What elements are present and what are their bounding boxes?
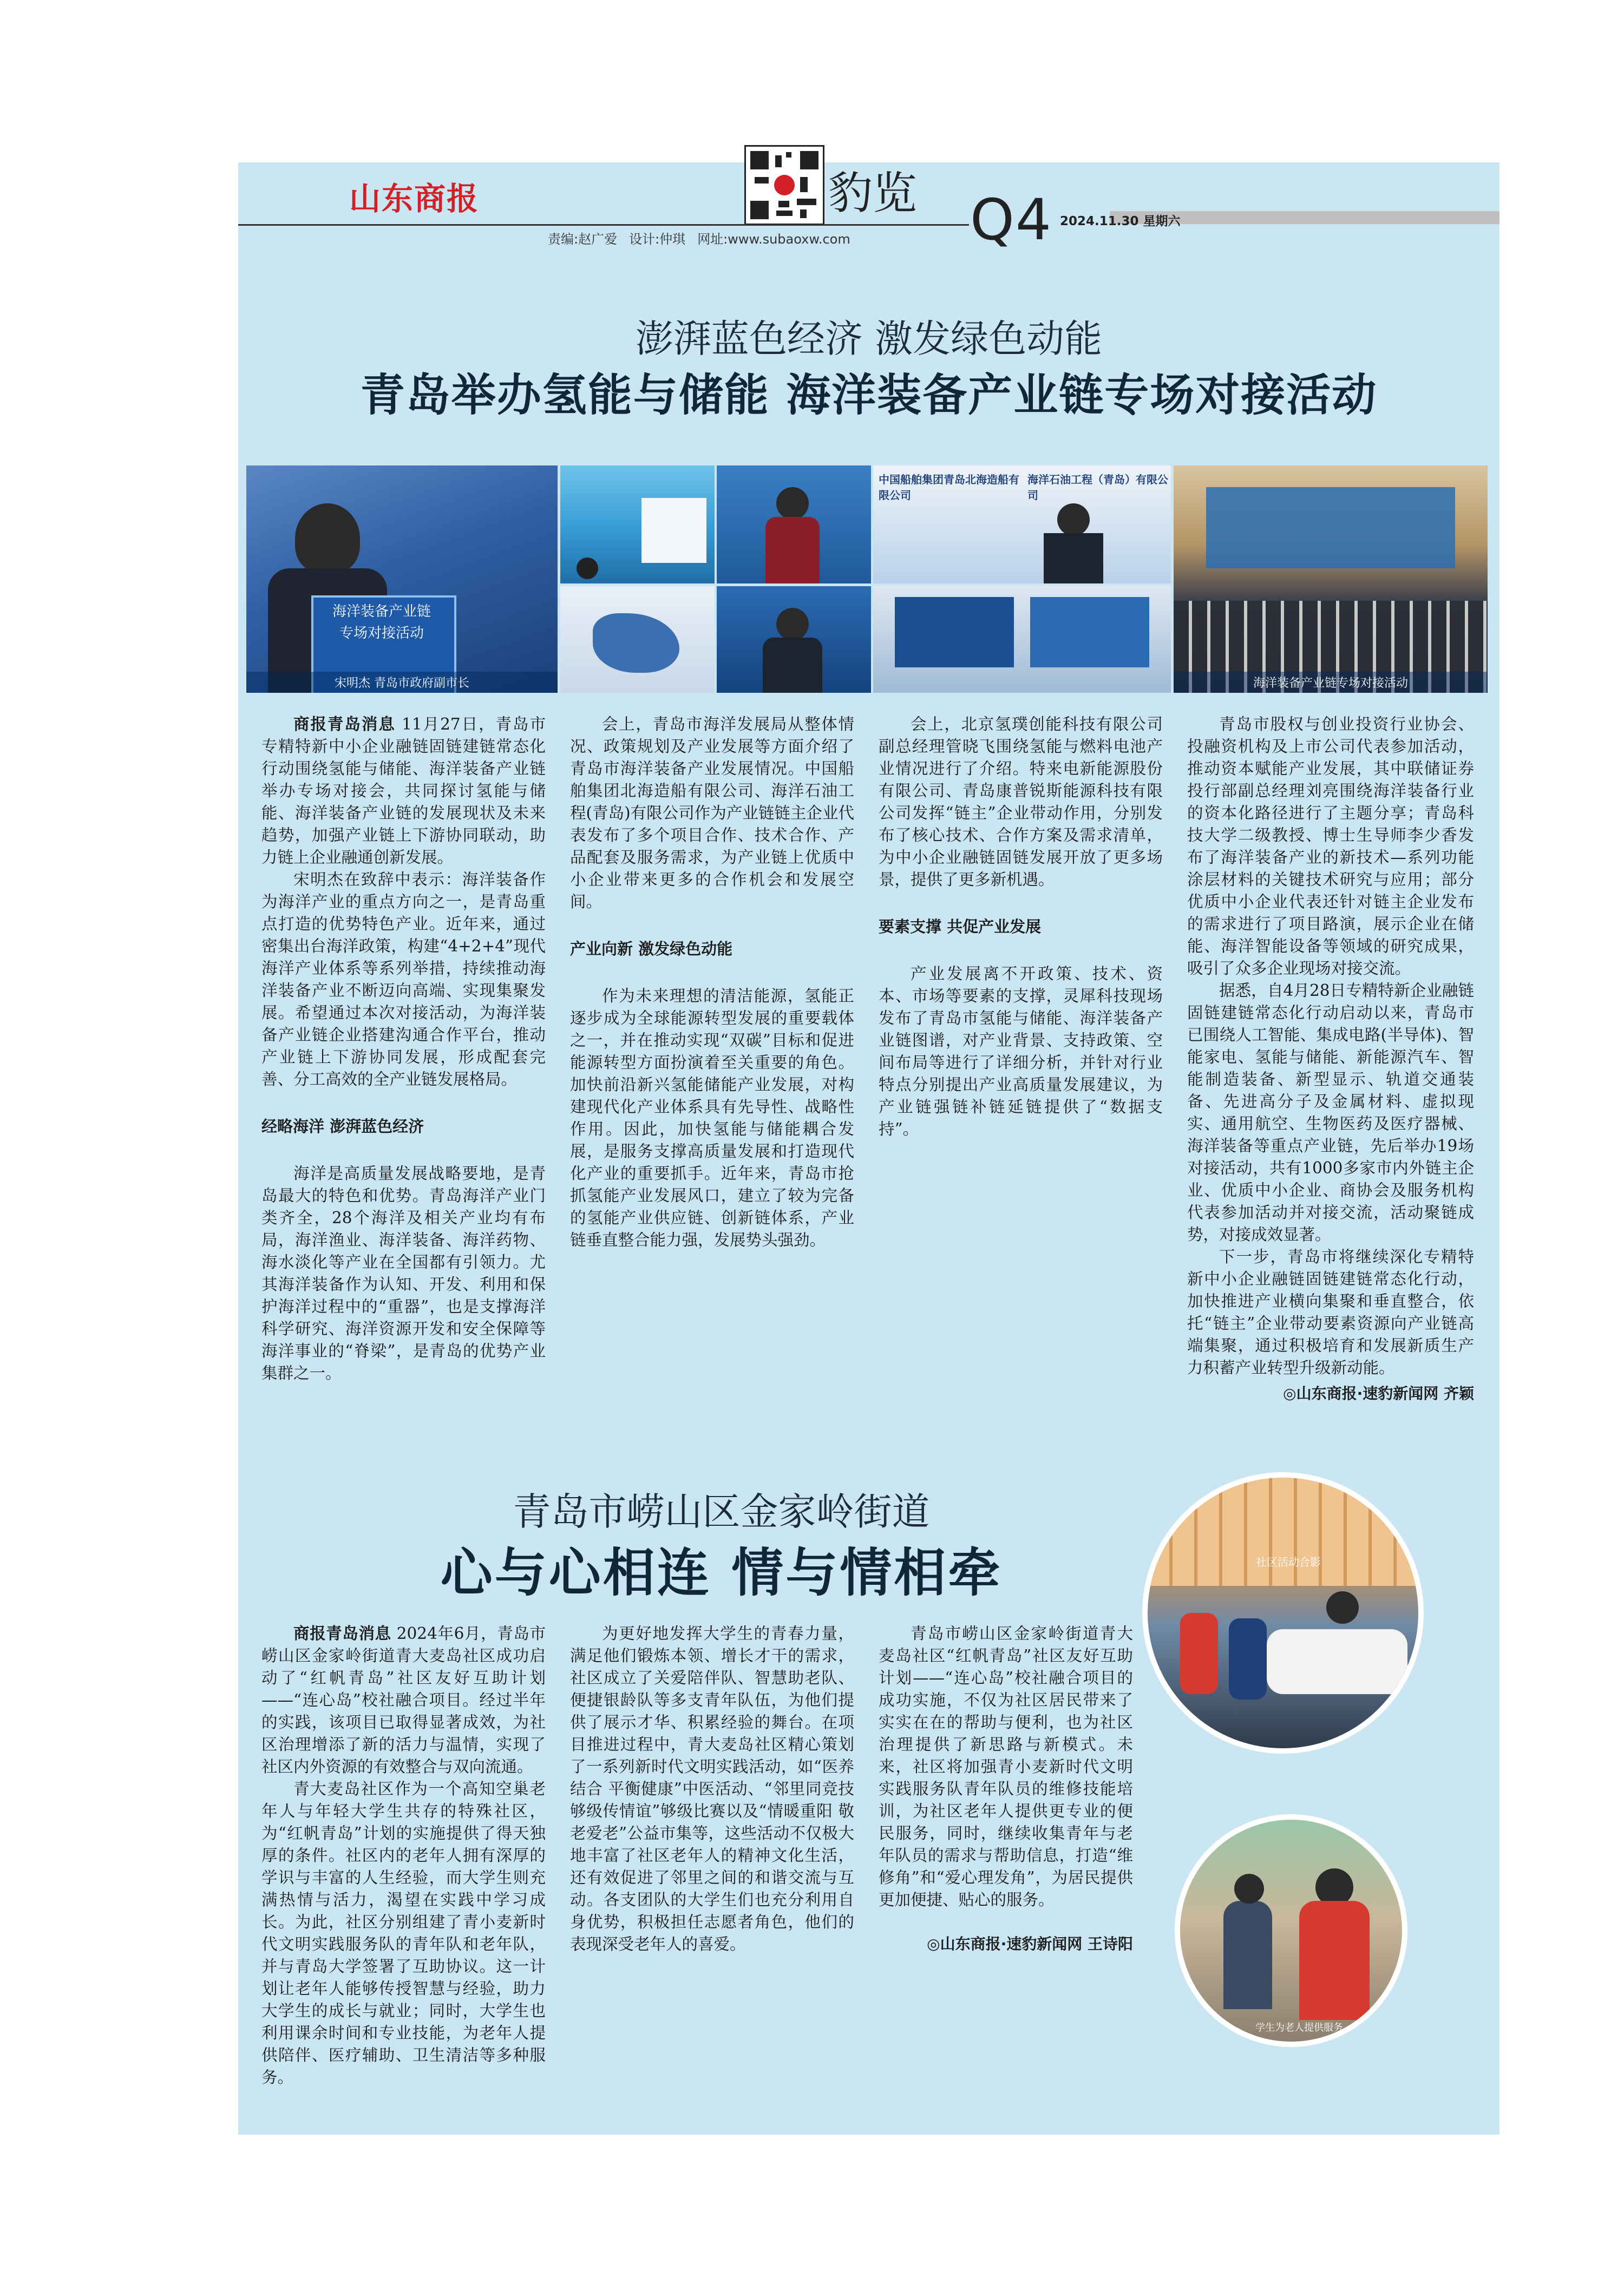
credit-editor: 责编:赵广爱 [548, 232, 618, 247]
article1-column-4 [1187, 713, 1474, 1405]
photo-stage-screens [873, 586, 1171, 693]
article1-paragraph: 11月27日，青岛市专精特新中小企业融链固链建链常态化行动围绕氢能与储能、海洋装备产业链举办专场对接会，共同探讨氢能与储能、海洋装备产业链的发展现状及未来趋势，加强产业链上下游协同联动，助力链上企业融通创新发展。 [261, 715, 546, 867]
article1-paragraph: 下一步，青岛市将继续深化专精特新中小企业融链固链建链常态化行动，加快推进产业横向集聚和垂直整合，依托“链主”企业带动要素资源向产业链高端集聚，通过积极培育和发展新质生产力积蓄产业转型升级新动能。 [1187, 1248, 1474, 1377]
article1-section-heading: 经略海洋 澎湃蓝色经济 [261, 1117, 424, 1136]
photo-caption-company-b: 海洋石油工程（青岛）有限公司 [1027, 473, 1168, 502]
section-brand: 豹览 [828, 168, 918, 219]
credit-designer: 设计:仲琪 [629, 232, 686, 247]
article1-paragraph: 会上，青岛市海洋发展局从整体情况、政策规划及产业发展等方面介绍了青岛市海洋装备产业发展情况。中国船舶集团北海造船有限公司、海洋石油工程(青岛)有限公司作为产业链链主企业代表发布了多个项目合作、技术合作、产品配套及服务需求，为产业链上优质中小企业带来更多的合作机会和发展空间。 [570, 715, 854, 911]
article1-section-heading: 要素支撑 共促产业发展 [879, 917, 1042, 936]
article1-lead: 商报青岛消息 [293, 715, 396, 733]
photo-community-group [1142, 1472, 1424, 1754]
article1-paragraph: 青岛市股权与创业投资行业协会、投融资机构及上市公司代表参加活动，推动资本赋能产业发展，其中联储证券投行部副总经理刘亮围绕海洋装备行业的资本化路径进行了主题分享；青岛科技大学二级教授、博士生导师李少香发布了海洋装备产业的新技术—系列功能涂层材料的关键技术研究与应用；部分优质中小企业代表还针对链主企业发布的需求进行了项目路演，展示企业在储能、海洋智能设备等领域的研究成果，吸引了众多企业现场对接交流。 [1187, 715, 1474, 978]
article2-column-2 [570, 1623, 854, 1956]
article1-subtitle: 澎湃蓝色经济 激发绿色动能 [635, 317, 1103, 361]
photo-caption-hall: 海洋装备产业链专场对接活动 [1174, 672, 1488, 693]
article1-paragraph: 作为未来理想的清洁能源，氢能正逐步成为全球能源转型发展的重要载体之一，并在推动实现“双碳”目标和促进能源转型方面扮演着至关重要的角色。加快前沿新兴氢能储能产业发展，对构建现代化产业体系具有先导性、战略性作用。因此，加快氢能与储能耦合发展，是服务支撑高质量发展和打造现代化产业的重要抓手。近年来，青岛市抢抓氢能产业发展风口，建立了较为完备的氢能产业供应链、创新链体系，产业链垂直整合能力强，发展势头强劲。 [570, 987, 854, 1249]
article2-subtitle: 青岛市崂山区金家岭街道 [513, 1490, 930, 1534]
article1-headline: 青岛举办氢能与储能 海洋装备产业链专场对接活动 [360, 370, 1378, 421]
article1-byline: ◎山东商报·速豹新闻网 齐颖 [1283, 1385, 1474, 1402]
article2-paragraph: 2024年6月，青岛市崂山区金家岭街道青大麦岛社区成功启动了“红帆青岛”社区友好互助计划——“连心岛”校社融合项目。经过半年的实践，该项目已取得显著成效，为社区治理增添了新的活力与温情，实现了社区内外资源的有效整合与双向流通。 [261, 1624, 546, 1776]
photo-label-group: 社区活动合影 [1256, 1556, 1321, 1569]
article1-section-heading: 产业向新 激发绿色动能 [570, 940, 733, 958]
photo-caption-speaker: 宋明杰 青岛市政府副市长 [246, 672, 558, 693]
photo-slide-map [560, 586, 715, 693]
editor-credits [548, 228, 862, 247]
article2-lead: 商报青岛消息 [293, 1624, 391, 1643]
credit-website: 网址:www.subaoxw.com [697, 232, 850, 247]
photo-caption-company-a: 中国船舶集团青岛北海造船有限公司 [879, 473, 1019, 502]
article2-column-3 [879, 1623, 1133, 1955]
article2-paragraph: 青岛市崂山区金家岭街道青大麦岛社区“红帆青岛”社区友好互助计划——“连心岛”校社融合项目的成功实施，不仅为社区居民带来了实实在在的帮助与便利，也为社区治理提供了新思路与新模式。未来，社区将加强青小麦新时代文明实践服务队青年队员的维修技能培训，为社区老年人提供更专业的便民服务，同时，继续收集青年与老年队员的需求与帮助信息，打造“维修角”和“爱心理发角”，为居民提供更加便捷、贴心的服务。 [879, 1624, 1133, 1909]
article2-headline: 心与心相连 情与情相牵 [440, 1543, 1003, 1603]
article1-paragraph: 宋明杰在致辞中表示：海洋装备作为海洋产业的重点方向之一，是青岛重点打造的优势特色产业。近年来，通过密集出台海洋政策，构建“4+2+4”现代海洋产业体系等系列举措，持续推动海洋装备产业不断迈向高端、实现集聚发展。希望通过本次对接活动，为海洋装备产业链企业搭建沟通合作平台，推动产业链上下游协同发展，形成配套完善、分工高效的全产业链发展格局。 [261, 870, 546, 1088]
article1-column-2 [570, 713, 854, 1251]
article1-paragraph: 会上，北京氢璞创能科技有限公司副总经理管晓飞围绕氢能与燃料电池产业情况进行了介绍。特来电新能源股份有限公司、青岛康普锐斯能源科技有限公司发挥“链主”企业带动作用，分别发布了核心技术、合作方案及需求清单，为中小企业融链固链发展开放了更多场景，提供了更多新机遇。 [879, 715, 1163, 889]
article2-paragraph: 为更好地发挥大学生的青春力量，满足他们锻炼本领、增长才干的需求，社区成立了关爱陪伴队、智慧助老队、便捷银龄队等多支青年队伍，为他们提供了展示才华、积累经验的舞台。在项目推进过程中，青大麦岛社区精心策划了一系列新时代文明实践活动，如“医养结合 平衡健康”中医活动、“邻里同竞技 够级传情谊”够级比赛以及“情暖重阳 敬老爱老”公益市集等，这些活动不仅极大地丰富了社区老年人的精神文化生活，还有效促进了邻里之间的和谐交流与互动。各支团队的大学生们也充分利用自身优势，积极担任志愿者角色，他们的表现深受老年人的喜爱。 [570, 1624, 854, 1953]
photo-label-service: 学生为老人提供服务 [1255, 2022, 1343, 2033]
photo-presentation-slide [560, 465, 715, 583]
article2-column-1 [261, 1623, 546, 2089]
article2-paragraph: 青大麦岛社区作为一个高知空巢老年人与年轻大学生共存的特殊社区，为“红帆青岛”计划的实施提供了得天独厚的条件。社区内的老年人拥有深厚的学识与丰富的人生经验，而大学生则充满热情与活力，渴望在实践中学习成长。为此，社区分别组建了青小麦新时代文明实践服务队的青年队和老年队，并与青岛大学签署了互助协议。这一计划让老年人能够传授智慧与经验，助力大学生的成长与就业；同时，大学生也利用课余时间和专业技能，为老年人提供陪伴、医疗辅助、卫生清洁等多种服务。 [261, 1780, 546, 2087]
issue-date: 2024.11.30 星期六 [1060, 214, 1181, 228]
article1-column-1 [261, 713, 546, 1385]
masthead-logo: 山东商报 [349, 180, 480, 217]
photo-conference-hall [1174, 465, 1488, 693]
photo-student-service [1175, 1814, 1407, 2047]
page-edition: Q4 [970, 187, 1053, 253]
photo-company-presentation [873, 465, 1171, 583]
qr-code-icon [744, 145, 824, 225]
header-rule [238, 224, 969, 226]
photo-speaker-podium: 海洋装备产业链 专场对接活动 宋明杰 青岛市政府副市长 [246, 465, 558, 693]
article1-paragraph: 产业发展离不开政策、技术、资本、市场等要素的支撑，灵犀科技现场发布了青岛市氢能与储能、海洋装备产业链图谱，对产业背景、支持政策、空间布局等进行了详细分析，并针对行业特点分别提出产业高质量发展建议，为产业链强链补链延链提供了“数据支持”。 [879, 965, 1163, 1138]
photo-speaker-man [717, 586, 871, 693]
article2-byline: ◎山东商报·速豹新闻网 王诗阳 [927, 1935, 1133, 1953]
article1-paragraph: 据悉，自4月28日专精特新企业融链固链建链常态化行动启动以来，青岛市已围绕人工智能、集成电路(半导体)、智能家电、氢能与储能、新能源汽车、智能制造装备、新型显示、轨道交通装备、先进高分子及金属材料、虚拟现实、通用航空、生物医药及医疗器械、海洋装备等重点产业链，先后举办19场对接活动，共有1000多家市内外链主企业、优质中小企业、商协会及服务机构代表参加活动并对接交流，活动聚链成势，对接成效显著。 [1187, 981, 1474, 1244]
article1-column-3 [879, 713, 1163, 1140]
article1-paragraph: 海洋是高质量发展战略要地，是青岛最大的特色和优势。青岛海洋产业门类齐全，28个海洋及相关产业均有布局，海洋渔业、海洋装备、海洋药物、海水淡化等产业在全国都有引领力。尤其海洋装备作为认知、开发、利用和保护海洋过程中的“重器”，也是支撑海洋科学研究、海洋资源开发和安全保障等海洋事业的“脊梁”，是青岛的优势产业集群之一。 [261, 1164, 546, 1382]
photo-speaker-woman [717, 465, 871, 583]
